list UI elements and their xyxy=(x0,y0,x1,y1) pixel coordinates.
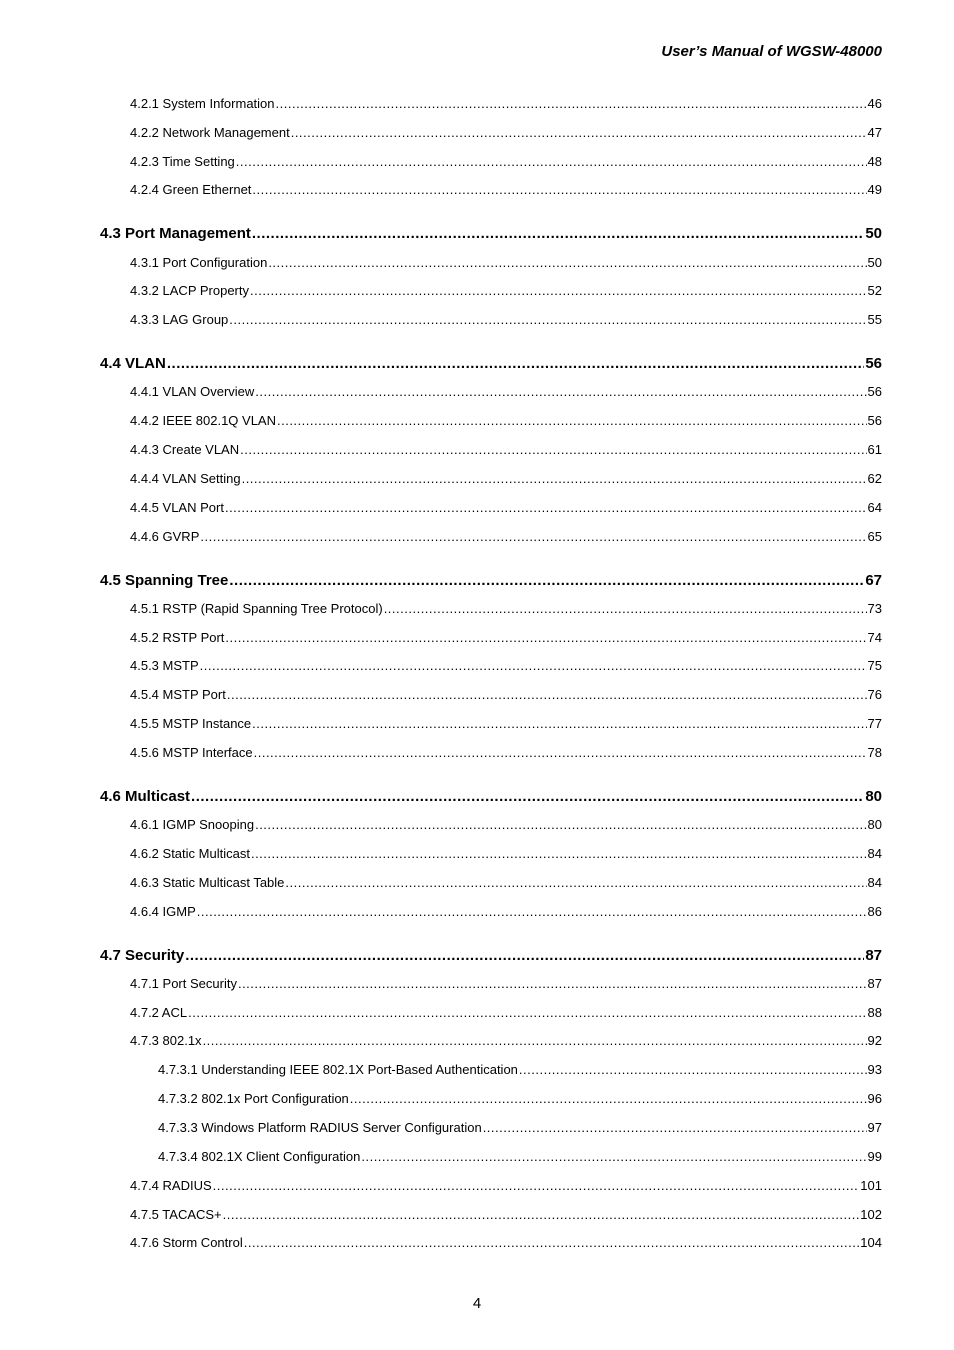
dot-leader xyxy=(244,1235,860,1251)
toc-entry-page: 102 xyxy=(860,1207,882,1222)
toc-entry-title: 4.7.3.2 802.1x Port Configuration xyxy=(158,1091,349,1106)
toc-entry[interactable] xyxy=(130,658,882,674)
toc-entry-page: 48 xyxy=(867,154,882,169)
toc-entry-title: 4.4.4 VLAN Setting xyxy=(130,471,241,486)
toc-entry[interactable] xyxy=(130,312,882,328)
dot-leader xyxy=(197,904,867,920)
toc-entry-title: 4.5.5 MSTP Instance xyxy=(130,716,252,731)
toc-entry-page: 49 xyxy=(867,182,882,197)
toc-entry[interactable] xyxy=(130,154,882,170)
dot-leader xyxy=(203,1033,867,1049)
toc-entry-page: 74 xyxy=(867,630,882,645)
toc-entry-title: 4.7.3.4 802.1X Client Configuration xyxy=(158,1149,361,1164)
toc-entry-title: 4.3 Port Management xyxy=(100,225,251,242)
running-header: User’s Manual of WGSW-48000 xyxy=(661,43,882,60)
dot-leader xyxy=(225,500,867,516)
toc-entry[interactable] xyxy=(130,125,882,141)
toc-entry-title: 4.6.3 Static Multicast Table xyxy=(130,875,285,890)
toc-entry[interactable] xyxy=(130,976,882,992)
toc-entry-title: 4.5 Spanning Tree xyxy=(100,572,229,589)
toc-entry[interactable] xyxy=(158,1091,882,1107)
toc-entry-page: 88 xyxy=(867,1005,882,1020)
toc-entry[interactable] xyxy=(158,1149,882,1165)
toc-entry-page: 77 xyxy=(867,716,882,731)
toc-entry-page: 80 xyxy=(865,788,882,805)
dot-leader xyxy=(167,355,864,373)
dot-leader xyxy=(276,96,867,112)
dot-leader xyxy=(229,312,866,328)
toc-entry-title: 4.6 Multicast xyxy=(100,788,191,805)
toc-entry-page: 62 xyxy=(867,471,882,486)
dot-leader xyxy=(238,976,867,992)
toc-entry[interactable] xyxy=(130,1005,882,1021)
toc-entry-page: 92 xyxy=(867,1033,882,1048)
toc-entry[interactable] xyxy=(130,255,882,271)
toc-entry[interactable] xyxy=(130,413,882,429)
toc-entry-page: 46 xyxy=(867,96,882,111)
toc-entry[interactable] xyxy=(158,1120,882,1136)
toc-entry[interactable] xyxy=(130,471,882,487)
toc-entry[interactable] xyxy=(130,630,882,646)
toc-entry-title: 4.4.3 Create VLAN xyxy=(130,442,240,457)
toc-entry-title: 4.2.1 System Information xyxy=(130,96,275,111)
toc-entry-title: 4.2.4 Green Ethernet xyxy=(130,182,252,197)
toc-entry[interactable] xyxy=(130,817,882,833)
dot-leader xyxy=(254,745,867,761)
toc-entry-title: 4.5.3 MSTP xyxy=(130,658,199,673)
toc-entry-page: 99 xyxy=(867,1149,882,1164)
toc-entry-page: 86 xyxy=(867,904,882,919)
dot-leader xyxy=(223,1207,860,1223)
dot-leader xyxy=(240,442,866,458)
toc-entry-page: 87 xyxy=(867,976,882,991)
toc-entry[interactable] xyxy=(130,904,882,920)
toc-entry-page: 104 xyxy=(860,1235,882,1250)
dot-leader xyxy=(519,1062,867,1078)
toc-entry-page: 101 xyxy=(860,1178,882,1193)
toc-entry[interactable] xyxy=(130,745,882,761)
toc-entry-page: 87 xyxy=(865,947,882,964)
toc-entry-page: 64 xyxy=(867,500,882,515)
dot-leader xyxy=(236,154,867,170)
toc-entry-page: 78 xyxy=(867,745,882,760)
toc-entry-page: 47 xyxy=(867,125,882,140)
toc-entry[interactable] xyxy=(130,716,882,732)
toc-section-entry[interactable] xyxy=(100,572,882,590)
toc-entry[interactable] xyxy=(130,96,882,112)
dot-leader xyxy=(361,1149,866,1165)
toc-entry-title: 4.3.3 LAG Group xyxy=(130,312,229,327)
page-number: 4 xyxy=(472,1295,482,1312)
toc-entry-title: 4.7.3 802.1x xyxy=(130,1033,202,1048)
dot-leader xyxy=(185,947,864,965)
toc-entry[interactable] xyxy=(130,182,882,198)
toc-entry-title: 4.7.5 TACACS+ xyxy=(130,1207,222,1222)
toc-entry-title: 4.7.4 RADIUS xyxy=(130,1178,212,1193)
toc-entry[interactable] xyxy=(130,1178,882,1194)
toc-section-entry[interactable] xyxy=(100,947,882,965)
dot-leader xyxy=(200,529,866,545)
toc-entry-page: 93 xyxy=(867,1062,882,1077)
toc-entry[interactable] xyxy=(130,500,882,516)
toc-entry-page: 56 xyxy=(867,384,882,399)
toc-entry-page: 56 xyxy=(865,355,882,372)
toc-entry-title: 4.4.6 GVRP xyxy=(130,529,200,544)
toc-entry-page: 84 xyxy=(867,875,882,890)
dot-leader xyxy=(291,125,867,141)
toc-entry-page: 67 xyxy=(865,572,882,589)
toc-entry-page: 75 xyxy=(867,658,882,673)
dot-leader xyxy=(285,875,866,891)
toc-entry-page: 56 xyxy=(867,413,882,428)
toc-entry-title: 4.7.2 ACL xyxy=(130,1005,188,1020)
toc-entry-page: 61 xyxy=(867,442,882,457)
dot-leader xyxy=(191,788,864,806)
toc-entry-title: 4.7.1 Port Security xyxy=(130,976,237,991)
toc-entry-title: 4.3.1 Port Configuration xyxy=(130,255,268,270)
dot-leader xyxy=(255,817,866,833)
toc-entry-title: 4.4.5 VLAN Port xyxy=(130,500,224,515)
toc-entry-title: 4.6.1 IGMP Snooping xyxy=(130,817,255,832)
toc-entry-page: 76 xyxy=(867,687,882,702)
toc-entry[interactable] xyxy=(130,283,882,299)
toc-entry-page: 52 xyxy=(867,283,882,298)
toc-entry-page: 73 xyxy=(867,601,882,616)
toc-entry-page: 50 xyxy=(865,225,882,242)
dot-leader xyxy=(252,716,866,732)
toc-entry-title: 4.7 Security xyxy=(100,947,185,964)
dot-leader xyxy=(250,283,867,299)
toc-entry-title: 4.5.1 RSTP (Rapid Spanning Tree Protocol) xyxy=(130,601,383,616)
dot-leader xyxy=(252,225,864,243)
toc-entry-page: 50 xyxy=(867,255,882,270)
dot-leader xyxy=(227,687,867,703)
toc-entry-page: 55 xyxy=(867,312,882,327)
toc-entry-title: 4.4.1 VLAN Overview xyxy=(130,384,255,399)
toc-entry-title: 4.4.2 IEEE 802.1Q VLAN xyxy=(130,413,276,428)
toc-section-entry[interactable] xyxy=(100,355,882,373)
dot-leader xyxy=(268,255,866,271)
toc-entry[interactable] xyxy=(130,687,882,703)
toc-entry-title: 4.3.2 LACP Property xyxy=(130,283,249,298)
dot-leader xyxy=(200,658,867,674)
dot-leader xyxy=(277,413,867,429)
toc-entry-title: 4.6.4 IGMP xyxy=(130,904,196,919)
toc-entry[interactable] xyxy=(130,384,882,400)
dot-leader xyxy=(350,1091,867,1107)
toc-entry[interactable] xyxy=(130,846,882,862)
toc-entry[interactable] xyxy=(130,1033,882,1049)
dot-leader xyxy=(255,384,866,400)
dot-leader xyxy=(188,1005,866,1021)
toc-entry-title: 4.7.3.3 Windows Platform RADIUS Server Configuration xyxy=(158,1120,482,1135)
toc-entry-title: 4.2.2 Network Management xyxy=(130,125,290,140)
dot-leader xyxy=(213,1178,860,1194)
toc-entry[interactable] xyxy=(130,1207,882,1223)
dot-leader xyxy=(384,601,867,617)
toc-section-entry[interactable] xyxy=(100,225,882,243)
toc-entry[interactable] xyxy=(130,442,882,458)
toc-entry-title: 4.5.4 MSTP Port xyxy=(130,687,226,702)
toc-entry-title: 4.7.6 Storm Control xyxy=(130,1235,243,1250)
toc-entry-title: 4.4 VLAN xyxy=(100,355,166,372)
toc-entry-page: 65 xyxy=(867,529,882,544)
toc-entry[interactable] xyxy=(130,875,882,891)
toc-entry-title: 4.5.2 RSTP Port xyxy=(130,630,225,645)
toc-entry-title: 4.5.6 MSTP Interface xyxy=(130,745,253,760)
toc-entry[interactable] xyxy=(158,1062,882,1078)
dot-leader xyxy=(252,182,866,198)
toc-entry-page: 96 xyxy=(867,1091,882,1106)
dot-leader xyxy=(225,630,866,646)
dot-leader xyxy=(251,846,867,862)
dot-leader xyxy=(242,471,867,487)
dot-leader xyxy=(483,1120,867,1136)
toc-entry-page: 84 xyxy=(867,846,882,861)
dot-leader xyxy=(229,572,864,590)
toc-entry[interactable] xyxy=(130,601,882,617)
toc-section-entry[interactable] xyxy=(100,788,882,806)
toc-entry[interactable] xyxy=(130,1235,882,1251)
toc-entry-page: 97 xyxy=(867,1120,882,1135)
toc-entry-title: 4.2.3 Time Setting xyxy=(130,154,235,169)
toc-entry[interactable] xyxy=(130,529,882,545)
toc-entry-page: 80 xyxy=(867,817,882,832)
toc-entry-title: 4.6.2 Static Multicast xyxy=(130,846,250,861)
toc-entry-title: 4.7.3.1 Understanding IEEE 802.1X Port-Based Authentication xyxy=(158,1062,518,1077)
